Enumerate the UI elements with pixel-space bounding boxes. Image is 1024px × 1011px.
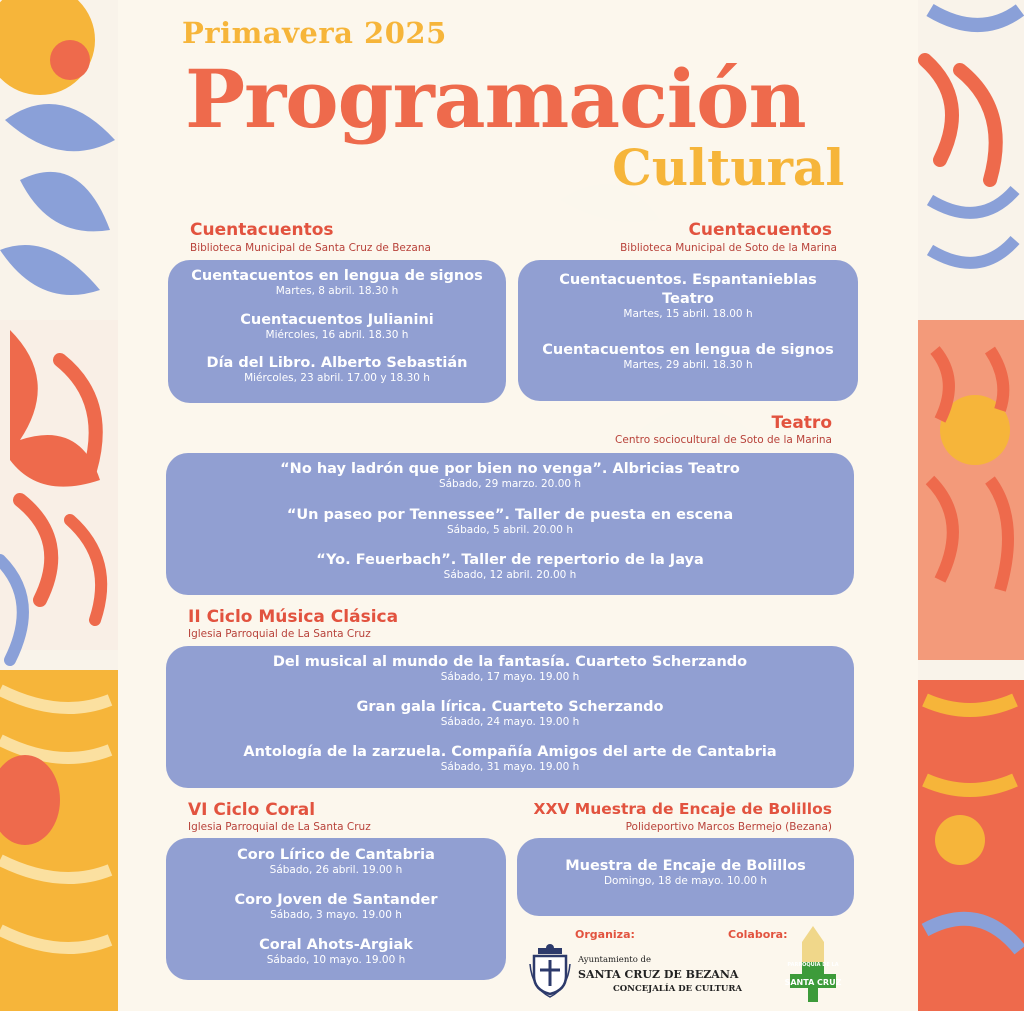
list-item bbox=[168, 312, 506, 341]
event-title: Cuentacuentos en lengua de signos bbox=[542, 342, 834, 358]
event-date: Martes, 29 abril. 18.30 h bbox=[623, 359, 753, 371]
section-venue-bezana: Biblioteca Municipal de Santa Cruz de Bezana bbox=[190, 242, 431, 254]
event-title: Coro Lírico de Cantabria bbox=[237, 847, 435, 863]
event-title: Gran gala lírica. Cuarteto Scherzando bbox=[356, 699, 664, 715]
events-box-coral bbox=[166, 838, 506, 980]
list-item bbox=[166, 744, 854, 773]
main-title: Programación bbox=[185, 52, 806, 146]
section-venue-coral: Iglesia Parroquial de La Santa Cruz bbox=[188, 821, 371, 833]
event-title: Antología de la zarzuela. Compañía Amigos del arte de Cantabria bbox=[243, 744, 777, 760]
event-date: Sábado, 24 mayo. 19.00 h bbox=[440, 716, 580, 728]
event-date: Sábado, 3 mayo. 19.00 h bbox=[270, 909, 402, 921]
list-item bbox=[166, 699, 854, 728]
section-title-encaje: XXV Muestra de Encaje de Bolillos bbox=[533, 800, 832, 818]
event-date: Martes, 8 abril. 18.30 h bbox=[275, 285, 399, 297]
event-date: Sábado, 5 abril. 20.00 h bbox=[447, 524, 573, 536]
events-box-teatro bbox=[166, 453, 854, 595]
events-box-musica bbox=[166, 646, 854, 788]
list-item bbox=[168, 355, 506, 384]
event-title-line2: Teatro bbox=[662, 291, 714, 307]
coat-of-arms-icon bbox=[528, 942, 572, 998]
event-date: Miércoles, 16 abril. 18.30 h bbox=[265, 329, 409, 341]
event-date: Sábado, 29 marzo. 20.00 h bbox=[438, 478, 582, 490]
subtitle: Cultural bbox=[612, 138, 845, 197]
season-heading: Primavera 2025 bbox=[182, 16, 447, 50]
event-date: Sábado, 10 mayo. 19.00 h bbox=[266, 954, 406, 966]
parish-logo-line2: SANTA CRUZ bbox=[784, 978, 842, 987]
list-item bbox=[166, 937, 506, 966]
event-date: Sábado, 12 abril. 20.00 h bbox=[443, 569, 577, 581]
section-title-musica: II Ciclo Música Clásica bbox=[188, 607, 399, 627]
section-venue-soto: Biblioteca Municipal de Soto de la Marina bbox=[620, 242, 837, 254]
list-item bbox=[166, 552, 854, 581]
organiza-label: Organiza: bbox=[575, 928, 635, 941]
list-item bbox=[166, 461, 854, 490]
event-date: Sábado, 26 abril. 19.00 h bbox=[269, 864, 403, 876]
list-item bbox=[166, 654, 854, 683]
list-item bbox=[518, 342, 858, 371]
section-venue-teatro: Centro sociocultural de Soto de la Marina bbox=[615, 434, 832, 446]
list-item bbox=[166, 847, 506, 876]
event-date: Miércoles, 23 abril. 17.00 y 18.30 h bbox=[244, 372, 430, 384]
events-box-encaje bbox=[517, 838, 854, 916]
section-title-coral: VI Ciclo Coral bbox=[188, 800, 316, 820]
event-date: Martes, 15 abril. 18.00 h bbox=[623, 308, 753, 320]
event-title: Muestra de Encaje de Bolillos bbox=[565, 858, 806, 874]
event-title: “No hay ladrón que por bien no venga”. Albricias Teatro bbox=[280, 461, 740, 477]
list-item bbox=[166, 892, 506, 921]
ayuntamiento-name: SANTA CRUZ DE BEZANA bbox=[578, 968, 739, 981]
section-title-cuentacuentos-soto: Cuentacuentos bbox=[688, 220, 832, 240]
event-title: Del musical al mundo de la fantasía. Cuarteto Scherzando bbox=[272, 654, 748, 670]
event-title: Cuentacuentos. Espantanieblas bbox=[559, 272, 817, 288]
list-item bbox=[166, 507, 854, 536]
ayuntamiento-label: Ayuntamiento de bbox=[578, 955, 652, 965]
section-venue-encaje: Polideportivo Marcos Bermejo (Bezana) bbox=[625, 821, 832, 833]
section-title-teatro: Teatro bbox=[771, 413, 832, 433]
concejalia-label: CONCEJALÍA DE CULTURA bbox=[613, 984, 742, 994]
section-venue-musica: Iglesia Parroquial de La Santa Cruz bbox=[188, 628, 371, 640]
event-title: Coro Joven de Santander bbox=[234, 892, 438, 908]
event-title: Coral Ahots-Argiak bbox=[259, 937, 413, 953]
list-item bbox=[517, 858, 854, 887]
list-item bbox=[518, 272, 858, 320]
colabora-label: Colabora: bbox=[728, 928, 788, 941]
event-date: Sábado, 31 mayo. 19.00 h bbox=[440, 761, 580, 773]
list-item bbox=[168, 268, 506, 297]
events-box-cuentacuentos-soto bbox=[518, 260, 858, 401]
section-title-cuentacuentos-bezana: Cuentacuentos bbox=[190, 220, 334, 240]
event-title: Cuentacuentos Julianini bbox=[240, 312, 434, 328]
event-title: Cuentacuentos en lengua de signos bbox=[191, 268, 483, 284]
event-title: “Yo. Feuerbach”. Taller de repertorio de la Jaya bbox=[316, 552, 704, 568]
event-title: Día del Libro. Alberto Sebastián bbox=[206, 355, 468, 371]
events-box-cuentacuentos-bezana bbox=[168, 260, 506, 403]
event-title: “Un paseo por Tennessee”. Taller de puesta en escena bbox=[286, 507, 734, 523]
event-date: Sábado, 17 mayo. 19.00 h bbox=[440, 671, 580, 683]
event-date: Domingo, 18 de mayo. 10.00 h bbox=[603, 875, 768, 887]
parish-logo-line1: PARROQUIA DE LA bbox=[787, 962, 839, 968]
